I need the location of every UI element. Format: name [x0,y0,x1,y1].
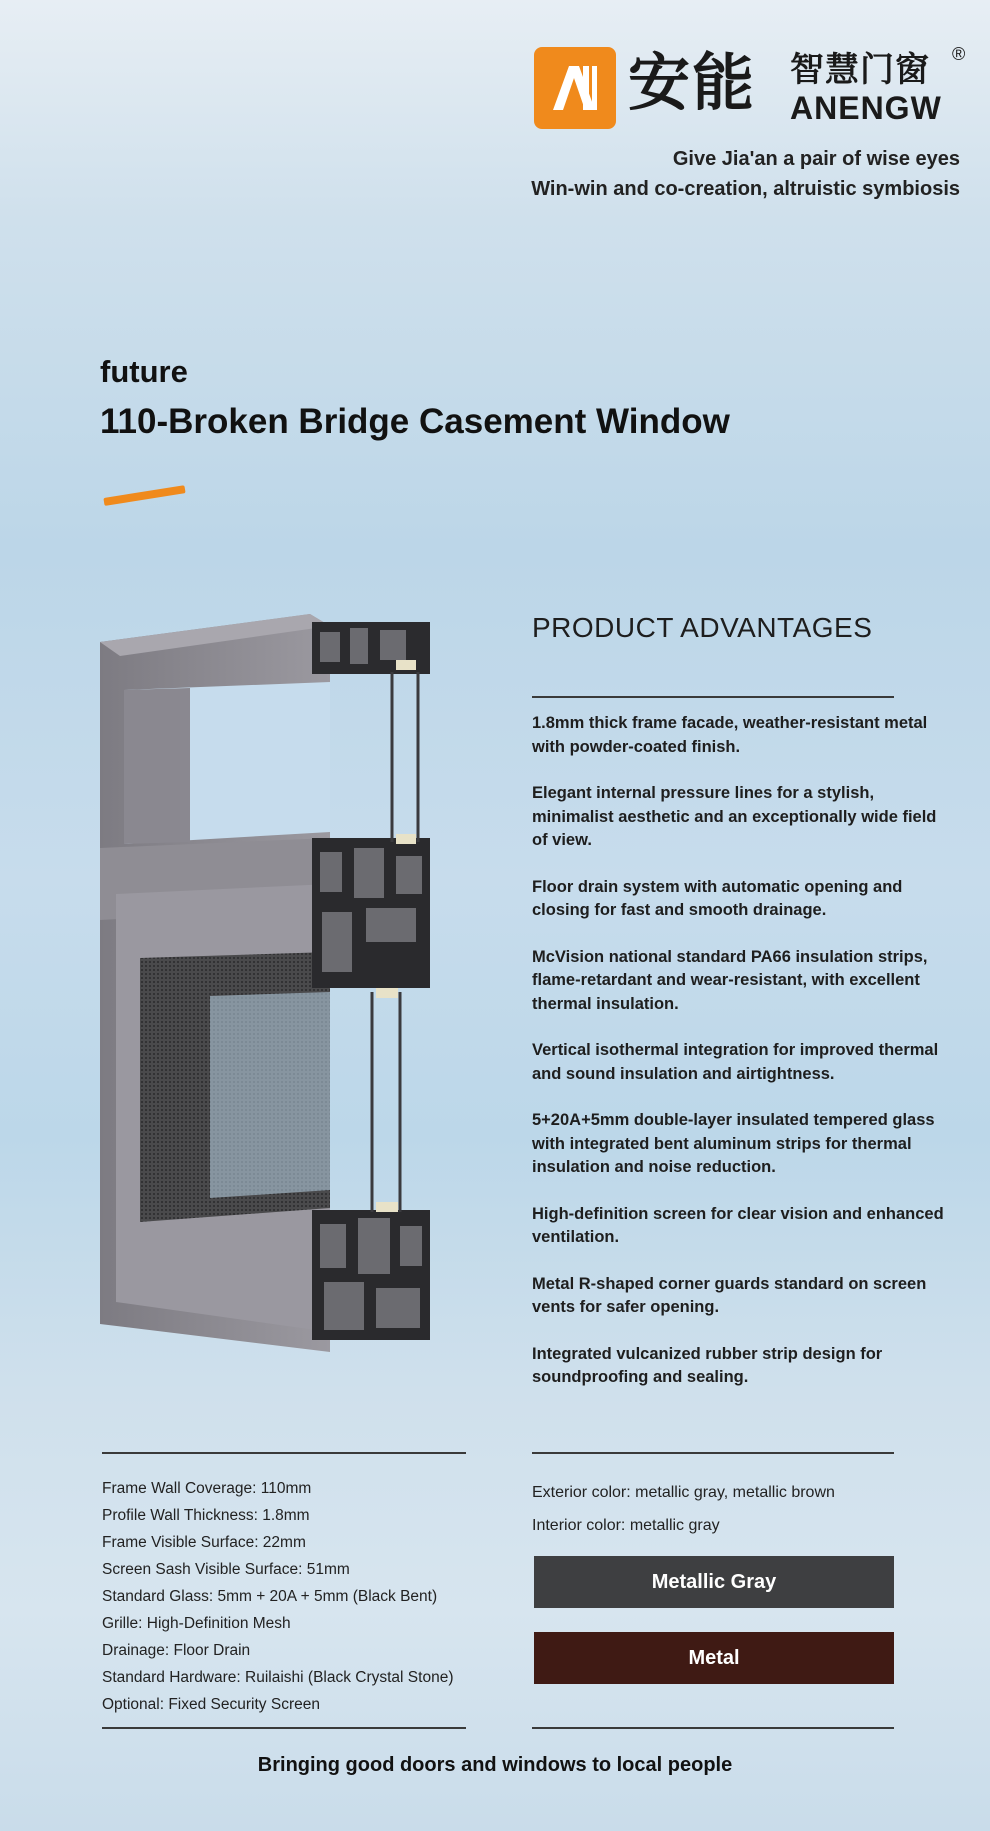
spec-item: Screen Sash Visible Surface: 51mm [102,1561,350,1578]
divider [102,1452,466,1454]
accent-bar [103,485,185,506]
advantage-item: Floor drain system with automatic opening and closing for fast and smooth drainage. [532,877,903,919]
advantage-item: Metal R-shaped corner guards standard on screen vents for safer opening. [532,1274,927,1316]
page-title: 110-Broken Bridge Casement Window [100,402,730,441]
brand-name-cn: 安能 [628,46,757,119]
spec-item: Frame Wall Coverage: 110mm [102,1480,312,1497]
spec-list [102,1475,502,1718]
divider [532,696,894,698]
advantage-item: Integrated vulcanized rubber strip design for soundproofing and sealing. [532,1344,883,1386]
exterior-color: Exterior color: metallic gray, metallic brown [532,1484,835,1501]
product-series: future [100,354,188,389]
slogan-2: Win-win and co-creation, altruistic symbiosis [531,178,960,200]
footer-tagline: Bringing good doors and windows to local people [257,1754,733,1776]
advantages-list [532,712,952,1413]
divider [532,1727,894,1729]
spec-item: Frame Visible Surface: 22mm [102,1534,306,1551]
divider [102,1727,466,1729]
advantage-item: Vertical isothermal integration for improved thermal and sound insulation and airtightness. [532,1041,939,1083]
advantage-item: 1.8mm thick frame facade, weather-resistant metal with powder-coated finish. [532,714,928,756]
advantage-item: 5+20A+5mm double-layer insulated tempered glass with integrated bent aluminum strips for thermal insulation and noise reduction. [532,1111,935,1176]
spec-item: Optional: Fixed Security Screen [102,1696,320,1713]
window-profile-image [100,612,430,1352]
advantages-heading: PRODUCT ADVANTAGES [532,612,873,643]
advantage-item: McVision national standard PA66 insulation strips, flame-retardant and wear-resistant, with excellent thermal insulation. [532,947,928,1013]
spec-item: Drainage: Floor Drain [102,1642,251,1659]
divider [532,1452,894,1454]
swatch-metal: Metal [534,1632,894,1684]
spec-item: Standard Hardware: Ruilaishi (Black Crystal Stone) [102,1669,454,1686]
advantage-item: High-definition screen for clear vision and enhanced ventilation. [532,1204,944,1246]
brand-tagline-cn: 智慧门窗 [790,50,930,90]
registered-mark: ® [952,44,966,64]
slogan-1: Give Jia'an a pair of wise eyes [672,148,960,170]
interior-color: Interior color: metallic gray [532,1517,720,1534]
swatch-metallic-gray: Metallic Gray [534,1556,894,1608]
brand-logo-icon [534,47,616,129]
advantage-item: Elegant internal pressure lines for a stylish, minimalist aesthetic and an exceptionally wide field of view. [532,784,937,849]
spec-item: Profile Wall Thickness: 1.8mm [102,1507,310,1524]
spec-item: Grille: High-Definition Mesh [102,1615,291,1632]
spec-item: Standard Glass: 5mm + 20A + 5mm (Black Bent) [102,1588,438,1605]
brand-name-en: ANENGW [790,90,942,126]
color-info [532,1476,952,1542]
